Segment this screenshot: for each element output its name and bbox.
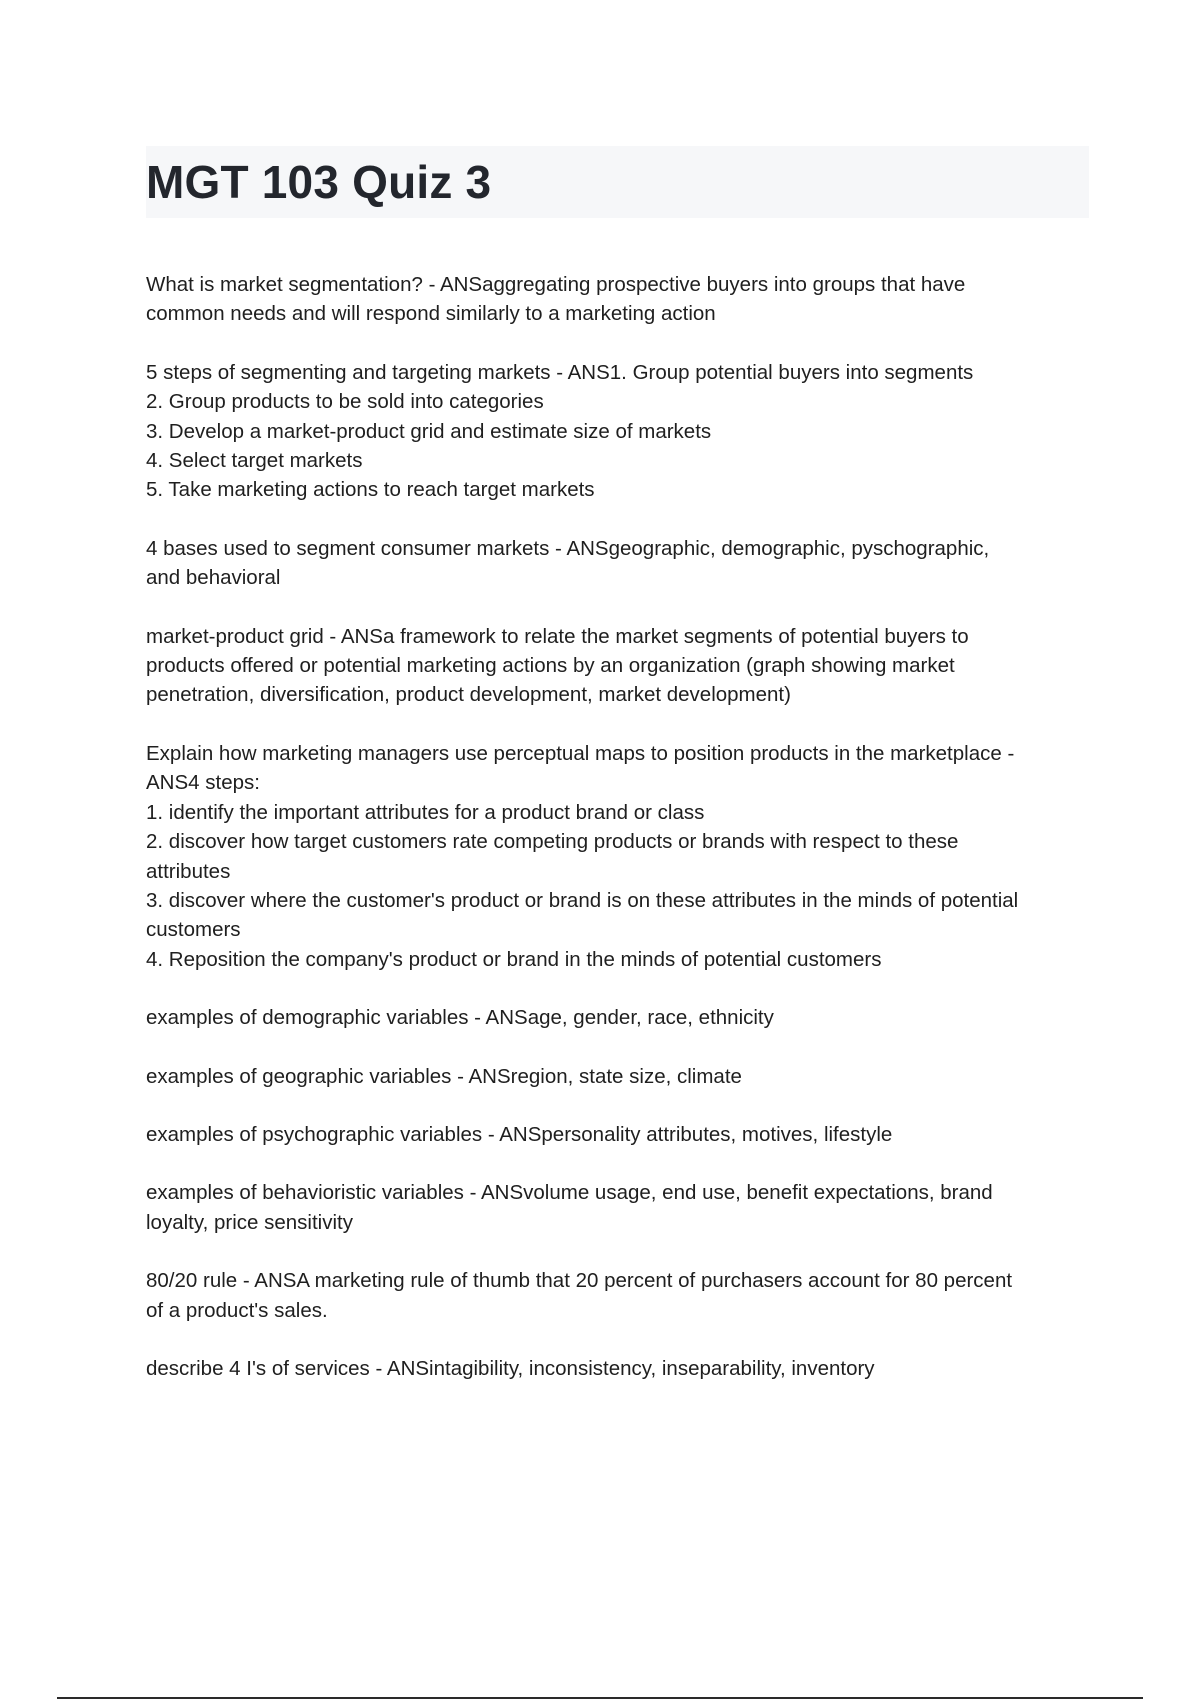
- text-line: 2. discover how target customers rate competing products or brands with respect to these: [146, 830, 959, 854]
- text-line: 4. Reposition the company's product or brand in the minds of potential customers: [146, 947, 882, 971]
- text-line: describe 4 I's of services - ANSintagibility, inconsistency, inseparability, inventory: [146, 1356, 875, 1380]
- footer-divider: [57, 1697, 1143, 1699]
- qa-entry-segmenting-steps: [146, 358, 1096, 505]
- qa-entry-market-segmentation: [146, 270, 1096, 329]
- page-title: MGT 103 Quiz 3: [146, 156, 492, 208]
- text-line: examples of behavioristic variables - ANSvolume usage, end use, benefit expectations, brand: [146, 1181, 993, 1205]
- text-line: attributes: [146, 859, 231, 883]
- qa-entry-demographic-variables: [146, 1003, 1096, 1032]
- text-line: market-product grid - ANSa framework to relate the market segments of potential buyers to: [146, 624, 969, 648]
- qa-entry-segment-bases: [146, 534, 1096, 593]
- title-band: [146, 146, 1089, 218]
- text-line: penetration, diversification, product development, market development): [146, 683, 791, 707]
- text-line: 4. Select target markets: [146, 449, 363, 473]
- qa-entry-market-product-grid: [146, 622, 1096, 710]
- text-line: Explain how marketing managers use perceptual maps to position products in the marketplace -: [146, 741, 1015, 765]
- qa-entry-psychographic-variables: [146, 1120, 1096, 1149]
- text-line: 1. identify the important attributes for a product brand or class: [146, 800, 705, 824]
- text-line: examples of demographic variables - ANSage, gender, race, ethnicity: [146, 1006, 774, 1030]
- qa-entry-perceptual-maps: [146, 739, 1096, 974]
- text-line: examples of geographic variables - ANSregion, state size, climate: [146, 1064, 742, 1088]
- text-line: What is market segmentation? - ANSaggregating prospective buyers into groups that have: [146, 273, 966, 296]
- qa-entry-geographic-variables: [146, 1062, 1096, 1091]
- text-line: 2. Group products to be sold into categories: [146, 390, 544, 414]
- quiz-content: [146, 270, 1096, 1412]
- text-line: of a product's sales.: [146, 1298, 328, 1322]
- text-line: customers: [146, 918, 241, 942]
- text-line: 4 bases used to segment consumer markets - ANSgeographic, demographic, pyschographic,: [146, 536, 990, 560]
- text-line: products offered or potential marketing actions by an organization (graph showing market: [146, 654, 955, 678]
- text-line: 80/20 rule - ANSA marketing rule of thumb that 20 percent of purchasers account for 80 percent: [146, 1269, 1013, 1293]
- qa-entry-80-20-rule: [146, 1266, 1096, 1325]
- qa-entry-behavioristic-variables: [146, 1178, 1096, 1237]
- text-line: 3. discover where the customer's product or brand is on these attributes in the minds of potential: [146, 888, 1019, 912]
- text-line: examples of psychographic variables - ANSpersonality attributes, motives, lifestyle: [146, 1122, 893, 1146]
- text-line: 3. Develop a market-product grid and estimate size of markets: [146, 419, 712, 443]
- text-line: 5 steps of segmenting and targeting markets - ANS1. Group potential buyers into segments: [146, 360, 974, 384]
- qa-entry-services-four-is: [146, 1354, 1096, 1383]
- text-line: ANS4 steps:: [146, 771, 260, 795]
- text-line: common needs and will respond similarly to a marketing action: [146, 302, 716, 326]
- text-line: and behavioral: [146, 566, 281, 590]
- text-line: 5. Take marketing actions to reach target markets: [146, 478, 595, 502]
- text-line: loyalty, price sensitivity: [146, 1210, 353, 1234]
